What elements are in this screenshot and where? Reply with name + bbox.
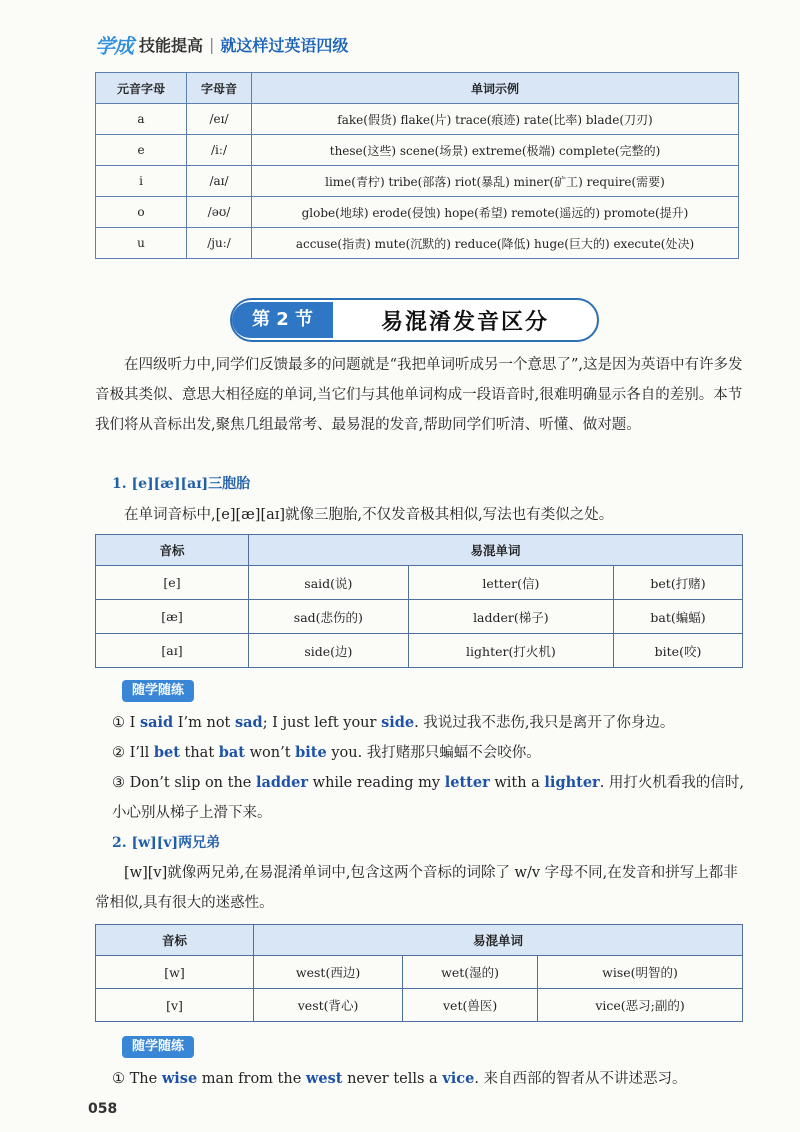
example-sentence: ① The wise man from the west never tells a vice. 来自西部的智者从不讲述恶习。 xyxy=(112,1070,687,1087)
table-cell: bat(蝙蝠) xyxy=(614,600,743,634)
brand-logo: 学成 xyxy=(95,34,133,58)
table-cell: said(说) xyxy=(249,566,409,600)
confusable-words-table xyxy=(95,534,743,668)
table-cell: i xyxy=(96,166,187,197)
col-header: 字母音 xyxy=(187,73,252,104)
table-cell: west(西边) xyxy=(254,956,403,989)
example-sentence: ② I’ll bet that bat won’t bite you. 我打赌那只蝙蝠不会咬你。 xyxy=(112,744,541,761)
table-cell: o xyxy=(96,197,187,228)
table-cell: wise(明智的) xyxy=(538,956,743,989)
book-title: 就这样过英语四级 xyxy=(220,36,349,55)
table-cell: bite(咬) xyxy=(614,634,743,668)
example-sentence: ③ Don’t slip on the ladder while reading my letter with a lighter. 用打火机看我的信时,小心别从梯子上滑下来。 xyxy=(112,774,745,821)
table-row xyxy=(96,135,739,166)
subsection-heading: 2. [w][v]两兄弟 xyxy=(112,835,221,851)
table-cell: [w] xyxy=(96,956,254,989)
subsection-description: [w][v]就像两兄弟,在易混淆单词中,包含这两个音标的词除了 w/v 字母不同,在发音和拼写上都非常相似,具有很大的迷惑性。 xyxy=(95,865,738,911)
table-row xyxy=(96,228,739,259)
table-row xyxy=(96,197,739,228)
table-cell: these(这些) scene(场景) extreme(极端) complete(完整的) xyxy=(252,135,739,166)
table-cell: lime(青柠) tribe(部落) riot(暴乱) miner(矿工) require(需要) xyxy=(252,166,739,197)
table-cell: /iː/ xyxy=(187,135,252,166)
intro-paragraph: 在四级听力中,同学们反馈最多的问题就是“我把单词听成另一个意思了”,这是因为英语中有许多发音极其类似、意思大相径庭的单词,当它们与其他单词构成一段语音时,很难明确显示各自的差别。本节我们将从音标出发,聚焦几组最常考、最易混的发音,帮助同学们听清、听懂、做对题。 xyxy=(95,357,743,433)
table-cell: vet(兽医) xyxy=(403,989,538,1022)
table-row xyxy=(96,956,743,989)
table-cell: lighter(打火机) xyxy=(408,634,613,668)
subsection-description: 在单词音标中,[e][æ][aɪ]就像三胞胎,不仅发音极其相似,写法也有类似之处。 xyxy=(124,507,614,523)
section-title: 易混淆发音区分 xyxy=(381,308,550,335)
page-number: 058 xyxy=(88,1101,118,1117)
col-header: 元音字母 xyxy=(96,73,187,104)
practice-tag: 随学随练 xyxy=(122,1036,194,1058)
running-header xyxy=(95,30,348,59)
table-cell: letter(信) xyxy=(408,566,613,600)
table-cell: /eɪ/ xyxy=(187,104,252,135)
table-cell: wet(湿的) xyxy=(403,956,538,989)
table-cell: vice(恶习;副的) xyxy=(538,989,743,1022)
table-row xyxy=(96,600,743,634)
section-number: 第 2 节 xyxy=(232,302,333,338)
series-name: 技能提高 xyxy=(139,36,204,55)
table-cell: [æ] xyxy=(96,600,249,634)
table-cell: /aɪ/ xyxy=(187,166,252,197)
table-cell: [v] xyxy=(96,989,254,1022)
table-row xyxy=(96,989,743,1022)
table-cell: globe(地球) erode(侵蚀) hope(希望) remote(遥远的) promote(提升) xyxy=(252,197,739,228)
header-separator: | xyxy=(209,35,215,54)
table-cell: side(边) xyxy=(249,634,409,668)
table-cell: /juː/ xyxy=(187,228,252,259)
table-cell: [aɪ] xyxy=(96,634,249,668)
vowel-letter-table xyxy=(95,72,739,259)
subsection-heading: 1. [e][æ][aɪ]三胞胎 xyxy=(112,476,251,492)
table-cell: e xyxy=(96,135,187,166)
table-cell: a xyxy=(96,104,187,135)
table-cell: ladder(梯子) xyxy=(408,600,613,634)
table-cell: fake(假货) flake(片) trace(痕迹) rate(比率) blade(刀刃) xyxy=(252,104,739,135)
table-cell: accuse(指责) mute(沉默的) reduce(降低) huge(巨大的) execute(处决) xyxy=(252,228,739,259)
section-banner xyxy=(230,298,599,342)
confusable-words-table xyxy=(95,924,743,1022)
table-row xyxy=(96,566,743,600)
example-sentence: ① I said I’m not sad; I just left your side. 我说过我不悲伤,我只是离开了你身边。 xyxy=(112,714,675,731)
table-cell: vest(背心) xyxy=(254,989,403,1022)
table-row xyxy=(96,166,739,197)
col-header: 音标 xyxy=(96,535,249,566)
table-row xyxy=(96,104,739,135)
practice-tag: 随学随练 xyxy=(122,680,194,702)
table-cell: sad(悲伤的) xyxy=(249,600,409,634)
table-cell: [e] xyxy=(96,566,249,600)
col-header: 易混单词 xyxy=(249,535,743,566)
table-row xyxy=(96,634,743,668)
table-cell: bet(打赌) xyxy=(614,566,743,600)
table-cell: u xyxy=(96,228,187,259)
col-header: 单词示例 xyxy=(252,73,739,104)
col-header: 音标 xyxy=(96,925,254,956)
table-cell: /əʊ/ xyxy=(187,197,252,228)
col-header: 易混单词 xyxy=(254,925,743,956)
